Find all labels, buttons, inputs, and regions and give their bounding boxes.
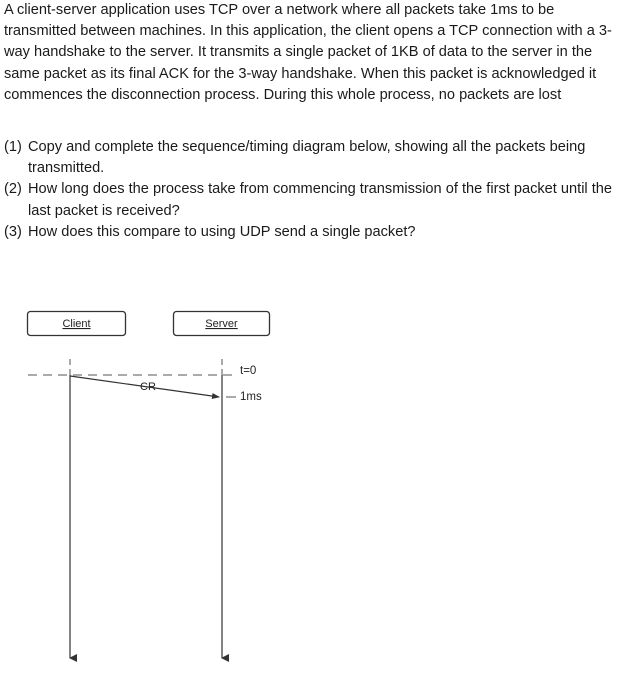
problem-statement: A client-server application uses TCP over a network where all packets take 1ms to be transmitted between machines. In this application, the client opens a TCP connection with a 3-way handshake to the server. It transmits a single packet of 1KB of data to the server in the same packet as its final ACK for the 3-way handshake. When this packet is acknowledged it commences the disconnection process. During this whole process, no packets are lost — [4, 2, 612, 103]
question-2-text: How long does the process take from commencing transmission of the first packet until the last packet is received? — [28, 181, 613, 219]
question-2-number: (2) — [4, 181, 22, 198]
client-label: Client — [62, 318, 91, 330]
question-1-number: (1) — [4, 139, 22, 155]
cr-packet-label: CR — [140, 381, 156, 393]
question-3-text: How does this compare to using UDP send a single packet? — [28, 223, 416, 240]
question-1-text: Copy and complete the sequence/timing diagram below, showing all the packets being transmitted. — [28, 139, 586, 177]
time-label-t0: t=0 — [240, 365, 257, 377]
server-label: Server — [205, 318, 238, 330]
question-3-number: (3) — [4, 223, 22, 240]
time-label-1ms: 1ms — [240, 391, 262, 403]
